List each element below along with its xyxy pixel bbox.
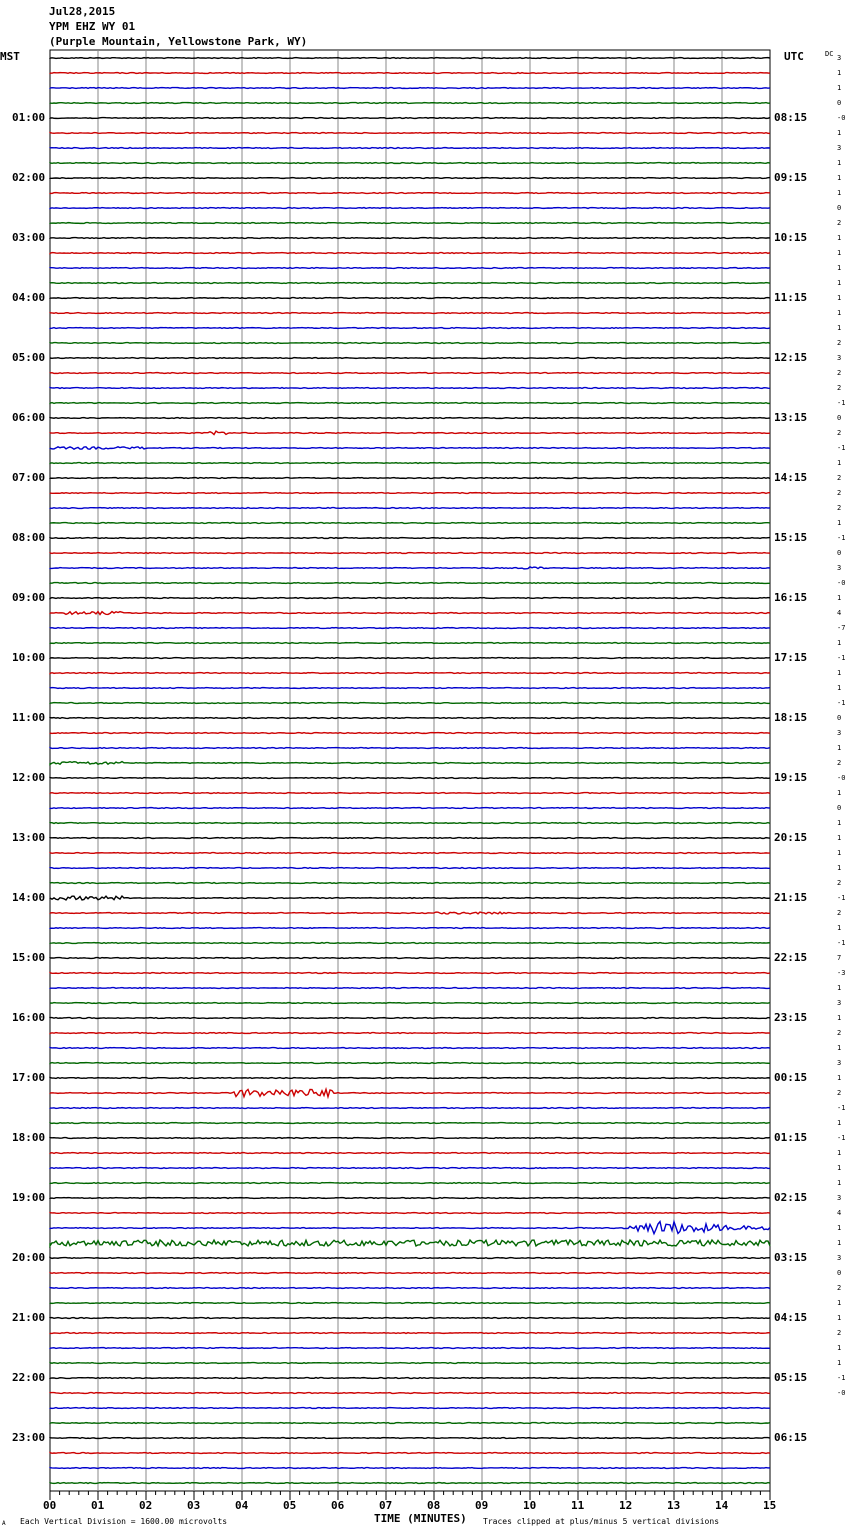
- x-tick-label: 08: [427, 1499, 441, 1512]
- trace-line: [50, 88, 770, 89]
- dc-value: 1: [837, 1179, 842, 1187]
- trace-line: [50, 1153, 770, 1154]
- dc-value: 2: [837, 1089, 842, 1097]
- trace-line: [50, 718, 770, 719]
- dc-value: 4: [837, 609, 842, 617]
- mst-hour-label: 04:00: [12, 291, 46, 304]
- dc-value: 3: [837, 999, 842, 1007]
- dc-value: 1: [837, 1044, 842, 1052]
- trace-line: [50, 253, 770, 254]
- dc-value: 0: [837, 714, 842, 722]
- trace-line: [50, 1222, 770, 1234]
- x-tick-label: 02: [139, 1499, 153, 1512]
- dc-value: 1: [837, 309, 842, 317]
- dc-value: 1: [837, 234, 842, 242]
- mst-hour-label: 02:00: [12, 171, 46, 184]
- trace-line: [50, 58, 770, 59]
- mst-hour-label: 01:00: [12, 111, 46, 124]
- trace-line: [50, 447, 770, 449]
- dc-value: 1: [837, 249, 842, 257]
- trace-line: [50, 1089, 770, 1096]
- trace-line: [50, 673, 770, 674]
- trace-line: [50, 1453, 770, 1454]
- trace-line: [50, 896, 770, 900]
- dc-value: 7: [837, 954, 842, 962]
- trace-line: [50, 268, 770, 269]
- dc-value: 2: [837, 909, 842, 917]
- mst-hour-label: 18:00: [12, 1131, 46, 1144]
- trace-line: [50, 1063, 770, 1064]
- trace-line: [50, 567, 770, 569]
- dc-value: -1: [837, 1134, 846, 1142]
- mst-hour-label: 16:00: [12, 1011, 46, 1024]
- x-tick-label: 15: [763, 1499, 777, 1512]
- dc-value: 1: [837, 1239, 842, 1247]
- trace-line: [50, 431, 770, 434]
- mst-hour-label: 15:00: [12, 951, 46, 964]
- dc-value: 2: [837, 759, 842, 767]
- utc-hour-label: 22:15: [774, 951, 808, 964]
- trace-line: [50, 838, 770, 839]
- x-tick-label: 14: [715, 1499, 729, 1512]
- trace-line: [50, 1408, 770, 1409]
- trace-line: [50, 1333, 770, 1334]
- trace-line: [50, 163, 770, 164]
- trace-line: [50, 1048, 770, 1049]
- trace-line: [50, 1438, 770, 1439]
- x-tick-label: 04: [235, 1499, 249, 1512]
- trace-line: [50, 1123, 770, 1124]
- trace-line: [50, 193, 770, 194]
- x-tick-label: 05: [283, 1499, 297, 1512]
- dc-value: 0: [837, 804, 842, 812]
- trace-line: [50, 1468, 770, 1469]
- dc-value: 1: [837, 639, 842, 647]
- x-tick-label: 01: [91, 1499, 105, 1512]
- dc-value: 1: [837, 669, 842, 677]
- dc-value: 3: [837, 144, 842, 152]
- dc-value: 0: [837, 549, 842, 557]
- dc-value: 1: [837, 744, 842, 752]
- dc-value: 1: [837, 834, 842, 842]
- dc-value: -1: [837, 1374, 846, 1382]
- trace-line: [50, 1393, 770, 1394]
- trace-line: [50, 988, 770, 989]
- trace-line: [50, 148, 770, 149]
- utc-hour-label: 10:15: [774, 231, 808, 244]
- dc-value: 1: [837, 174, 842, 182]
- trace-line: [50, 238, 770, 239]
- utc-hour-label: 05:15: [774, 1371, 808, 1384]
- trace-line: [50, 1288, 770, 1289]
- trace-line: [50, 1303, 770, 1304]
- trace-line: [50, 598, 770, 599]
- dc-label: DC: [825, 50, 834, 58]
- trace-line: [50, 178, 770, 179]
- utc-hour-label: 11:15: [774, 291, 808, 304]
- trace-line: [50, 343, 770, 344]
- trace-line: [50, 403, 770, 404]
- mst-hour-label: 07:00: [12, 471, 46, 484]
- dc-value: 1: [837, 1299, 842, 1307]
- utc-hour-label: 02:15: [774, 1191, 808, 1204]
- x-tick-label: 06: [331, 1499, 345, 1512]
- dc-value: 1: [837, 1014, 842, 1022]
- trace-line: [50, 1483, 770, 1484]
- plot-frame: [50, 50, 770, 1491]
- dc-value: 3: [837, 1194, 842, 1202]
- trace-line: [50, 1213, 770, 1214]
- dc-value: -0: [837, 1389, 846, 1397]
- mst-hour-label: 23:00: [12, 1431, 46, 1444]
- dc-value: 1: [837, 459, 842, 467]
- mst-hour-label: 09:00: [12, 591, 46, 604]
- dc-value: 0: [837, 1269, 842, 1277]
- trace-line: [50, 1018, 770, 1019]
- dc-value: -1: [837, 699, 846, 707]
- trace-line: [50, 103, 770, 104]
- dc-value: -1: [837, 654, 846, 662]
- utc-hour-label: 01:15: [774, 1131, 808, 1144]
- utc-hour-label: 15:15: [774, 531, 808, 544]
- trace-line: [50, 658, 770, 659]
- x-tick-label: 00: [43, 1499, 57, 1512]
- dc-value: 1: [837, 84, 842, 92]
- utc-hour-label: 00:15: [774, 1071, 808, 1084]
- dc-value: 1: [837, 984, 842, 992]
- dc-value: 3: [837, 1254, 842, 1262]
- trace-line: [50, 208, 770, 209]
- dc-value: 3: [837, 564, 842, 572]
- dc-value: 1: [837, 1149, 842, 1157]
- dc-value: 2: [837, 369, 842, 377]
- trace-line: [50, 1078, 770, 1079]
- trace-line: [50, 1033, 770, 1034]
- dc-value: -1: [837, 534, 846, 542]
- trace-line: [50, 388, 770, 389]
- utc-hour-label: 03:15: [774, 1251, 808, 1264]
- mst-hour-label: 05:00: [12, 351, 46, 364]
- trace-line: [50, 583, 770, 584]
- dc-value: 1: [837, 1359, 842, 1367]
- trace-line: [50, 1138, 770, 1139]
- x-tick-label: 09: [475, 1499, 489, 1512]
- trace-line: [50, 823, 770, 824]
- trace-line: [50, 762, 770, 765]
- trace-line: [50, 928, 770, 929]
- utc-hour-label: 06:15: [774, 1431, 808, 1444]
- trace-line: [50, 1168, 770, 1169]
- dc-value: 1: [837, 1344, 842, 1352]
- dc-value: 1: [837, 1119, 842, 1127]
- utc-hour-label: 13:15: [774, 411, 808, 424]
- dc-value: 2: [837, 384, 842, 392]
- dc-value: 3: [837, 1059, 842, 1067]
- dc-value: 2: [837, 429, 842, 437]
- dc-value: 1: [837, 159, 842, 167]
- utc-hour-label: 08:15: [774, 111, 808, 124]
- mst-hour-label: 22:00: [12, 1371, 46, 1384]
- trace-line: [50, 703, 770, 704]
- x-tick-label: 07: [379, 1499, 393, 1512]
- trace-line: [50, 808, 770, 809]
- trace-line: [50, 1258, 770, 1259]
- dc-value: 1: [837, 1164, 842, 1172]
- mst-hour-label: 03:00: [12, 231, 46, 244]
- trace-line: [50, 943, 770, 944]
- dc-value: 1: [837, 279, 842, 287]
- dc-value: 1: [837, 819, 842, 827]
- dc-value: 1: [837, 684, 842, 692]
- mst-hour-label: 10:00: [12, 651, 46, 664]
- dc-value: -0: [837, 774, 846, 782]
- utc-hour-label: 04:15: [774, 1311, 808, 1324]
- dc-value: 4: [837, 1209, 842, 1217]
- dc-value: -1: [837, 444, 846, 452]
- dc-value: 2: [837, 489, 842, 497]
- mst-hour-label: 21:00: [12, 1311, 46, 1324]
- mst-hour-label: 17:00: [12, 1071, 46, 1084]
- mst-hour-label: 12:00: [12, 771, 46, 784]
- trace-line: [50, 1378, 770, 1379]
- trace-line: [50, 1003, 770, 1004]
- dc-value: 2: [837, 1329, 842, 1337]
- mst-hour-label: 08:00: [12, 531, 46, 544]
- trace-line: [50, 973, 770, 974]
- trace-line: [50, 133, 770, 134]
- trace-line: [50, 1318, 770, 1319]
- dc-value: -1: [837, 399, 846, 407]
- trace-line: [50, 463, 770, 464]
- utc-hour-label: 16:15: [774, 591, 808, 604]
- trace-line: [50, 478, 770, 479]
- trace-line: [50, 912, 770, 914]
- dc-value: 1: [837, 924, 842, 932]
- trace-line: [50, 358, 770, 359]
- right-zone-label: UTC: [784, 50, 804, 63]
- dc-value: 1: [837, 294, 842, 302]
- trace-line: [50, 283, 770, 284]
- dc-value: -0: [837, 114, 846, 122]
- trace-line: [50, 1348, 770, 1349]
- trace-line: [50, 643, 770, 644]
- trace-line: [50, 778, 770, 779]
- utc-hour-label: 20:15: [774, 831, 808, 844]
- trace-line: [50, 853, 770, 854]
- trace-line: [50, 1108, 770, 1109]
- mst-hour-label: 11:00: [12, 711, 46, 724]
- trace-line: [50, 523, 770, 524]
- station-label: YPM EHZ WY 01: [49, 20, 136, 33]
- trace-line: [50, 868, 770, 869]
- mst-hour-label: 13:00: [12, 831, 46, 844]
- dc-value: -1: [837, 894, 846, 902]
- clip-note: Traces clipped at plus/minus 5 vertical divisions: [483, 1517, 720, 1526]
- trace-line: [50, 1423, 770, 1424]
- x-tick-label: 03: [187, 1499, 201, 1512]
- dc-value: 1: [837, 69, 842, 77]
- utc-hour-label: 23:15: [774, 1011, 808, 1024]
- trace-line: [50, 493, 770, 494]
- dc-value: -1: [837, 939, 846, 947]
- corner-mark: A: [2, 1520, 6, 1527]
- mst-hour-label: 14:00: [12, 891, 46, 904]
- trace-line: [50, 1363, 770, 1364]
- trace-line: [50, 748, 770, 749]
- utc-hour-label: 12:15: [774, 351, 808, 364]
- dc-value: 1: [837, 849, 842, 857]
- trace-line: [50, 688, 770, 689]
- x-tick-label: 13: [667, 1499, 681, 1512]
- dc-value: 3: [837, 54, 842, 62]
- trace-line: [50, 118, 770, 119]
- trace-line: [50, 373, 770, 374]
- dc-value: 1: [837, 189, 842, 197]
- trace-line: [50, 73, 770, 74]
- trace-line: [50, 328, 770, 329]
- utc-hour-label: 18:15: [774, 711, 808, 724]
- dc-value: -3: [837, 969, 846, 977]
- dc-value: 1: [837, 519, 842, 527]
- trace-line: [50, 628, 770, 629]
- dc-value: 0: [837, 99, 842, 107]
- scale-note: Each Vertical Division = 1600.00 microvolts: [20, 1517, 228, 1526]
- mst-hour-label: 20:00: [12, 1251, 46, 1264]
- x-tick-label: 11: [571, 1499, 585, 1512]
- trace-line: [50, 793, 770, 794]
- dc-value: 2: [837, 879, 842, 887]
- dc-value: 1: [837, 594, 842, 602]
- x-tick-label: 12: [619, 1499, 633, 1512]
- trace-line: [50, 538, 770, 539]
- trace-line: [50, 612, 770, 615]
- utc-hour-label: 19:15: [774, 771, 808, 784]
- dc-value: 2: [837, 219, 842, 227]
- utc-hour-label: 21:15: [774, 891, 808, 904]
- dc-value: -0: [837, 579, 846, 587]
- dc-value: -7: [837, 624, 846, 632]
- dc-value: 2: [837, 1029, 842, 1037]
- dc-value: 2: [837, 474, 842, 482]
- trace-line: [50, 1198, 770, 1199]
- dc-value: 0: [837, 204, 842, 212]
- mst-hour-label: 06:00: [12, 411, 46, 424]
- dc-value: 1: [837, 1224, 842, 1232]
- dc-value: 2: [837, 339, 842, 347]
- dc-value: 1: [837, 264, 842, 272]
- location-label: (Purple Mountain, Yellowstone Park, WY): [49, 35, 308, 48]
- trace-line: [50, 883, 770, 884]
- x-tick-label: 10: [523, 1499, 537, 1512]
- dc-value: 2: [837, 1284, 842, 1292]
- trace-line: [50, 1183, 770, 1184]
- dc-value: 1: [837, 1314, 842, 1322]
- utc-hour-label: 17:15: [774, 651, 808, 664]
- trace-line: [50, 298, 770, 299]
- dc-value: 1: [837, 864, 842, 872]
- mst-hour-label: 19:00: [12, 1191, 46, 1204]
- trace-line: [50, 313, 770, 314]
- dc-value: 1: [837, 129, 842, 137]
- dc-value: -1: [837, 1104, 846, 1112]
- utc-hour-label: 14:15: [774, 471, 808, 484]
- dc-value: 0: [837, 414, 842, 422]
- trace-line: [50, 958, 770, 959]
- trace-line: [50, 418, 770, 419]
- dc-value: 1: [837, 1074, 842, 1082]
- trace-line: [50, 1240, 770, 1246]
- dc-value: 1: [837, 789, 842, 797]
- trace-line: [50, 1273, 770, 1274]
- dc-value: 3: [837, 354, 842, 362]
- date-label: Jul28,2015: [49, 5, 116, 18]
- trace-line: [50, 223, 770, 224]
- trace-line: [50, 553, 770, 554]
- dc-value: 1: [837, 324, 842, 332]
- dc-value: 3: [837, 729, 842, 737]
- x-axis-label: TIME (MINUTES): [374, 1512, 467, 1525]
- left-zone-label: MST: [0, 50, 20, 63]
- dc-value: 2: [837, 504, 842, 512]
- trace-line: [50, 733, 770, 734]
- trace-line: [50, 508, 770, 509]
- utc-hour-label: 09:15: [774, 171, 808, 184]
